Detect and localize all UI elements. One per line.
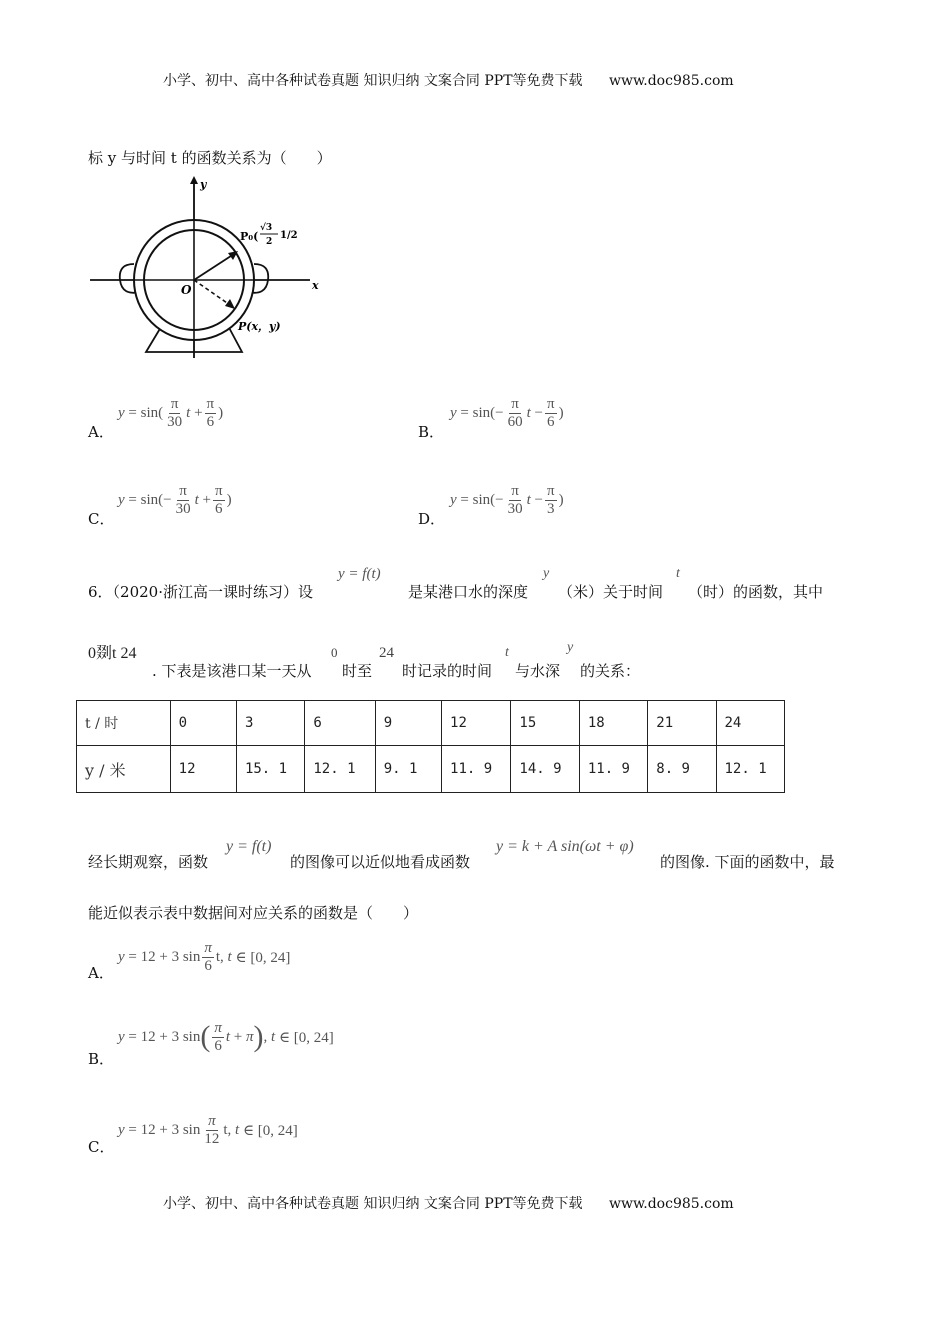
- q6-line4: 能近似表示表中数据间对应关系的函数是（ ）: [88, 904, 419, 922]
- q6-line2-b: 时至: [342, 662, 373, 680]
- q5-option-a-letter[interactable]: A．: [88, 423, 114, 441]
- table-cell: 12: [170, 746, 236, 793]
- table-cell: 12. 1: [716, 746, 785, 793]
- table-cell: 6: [305, 701, 375, 746]
- table-cell: 11. 9: [442, 746, 511, 793]
- table-row-t: [77, 701, 785, 746]
- q6-option-b-letter[interactable]: B．: [88, 1050, 115, 1068]
- q6-line2-a: . 下表是该港口某一天从: [152, 662, 312, 680]
- table-cell: 18: [579, 701, 647, 746]
- q6-var-t: t: [676, 566, 680, 581]
- table-cell: 21: [648, 701, 716, 746]
- q6-line3-a: 经长期观察，函数: [88, 853, 209, 871]
- q6-fn-2: y = f(t): [226, 838, 272, 855]
- table-row-y: [77, 746, 785, 793]
- table-cell: 12: [442, 701, 511, 746]
- table-cell: 3: [236, 701, 304, 746]
- depth-table: [76, 700, 785, 793]
- table-cell: 12. 1: [305, 746, 375, 793]
- page-header: 小学、初中、高中各种试卷真题 知识归纳 文案合同 PPT等免费下载 www.doc985.com: [163, 73, 734, 89]
- table-cell: 24: [716, 701, 785, 746]
- q6-line1-b: 是某港口水的深度: [408, 583, 529, 601]
- q6-line1-d: （时）的函数，其中: [688, 583, 824, 601]
- p0-half: 1/2: [280, 230, 298, 241]
- q6-line1-c: （米）关于时间: [558, 583, 664, 601]
- q6-fn: y = f(t): [338, 566, 381, 582]
- q6-line2-e: 的关系：: [580, 662, 641, 680]
- table-cell: 14. 9: [511, 746, 579, 793]
- origin-label: O: [181, 283, 192, 297]
- q6-var-y-2: y: [567, 640, 574, 655]
- q6-option-c-expr[interactable]: y = 12 + 3 sin $\frac{\pi}{12}$ t, t ∈ [0, 24]: [118, 1113, 298, 1147]
- q6-var-y: y: [543, 566, 550, 581]
- p0-den: 2: [266, 237, 273, 247]
- q6-option-a-letter[interactable]: A．: [88, 964, 114, 982]
- q6-line3-c: 的图像. 下面的函数中，最: [660, 853, 835, 871]
- q5-option-b-letter[interactable]: B．: [418, 423, 445, 441]
- x-axis-label: x: [312, 279, 319, 292]
- q6-model: y = k + A sin(ωt + φ): [496, 838, 634, 855]
- q6-line2-c: 时记录的时间: [402, 662, 493, 680]
- q6-option-c-letter[interactable]: C．: [88, 1138, 115, 1156]
- p0-label: P₀(: [240, 230, 259, 243]
- q6-line3-b: 的图像可以近似地看成函数: [290, 853, 471, 871]
- question5-stem: 标 y 与时间 t 的函数关系为（ ）: [88, 149, 332, 167]
- page-footer: 小学、初中、高中各种试卷真题 知识归纳 文案合同 PPT等免费下载 www.doc985.com: [163, 1196, 734, 1212]
- table-cell: 9: [375, 701, 441, 746]
- q6-line2-d: 与水深: [515, 662, 561, 680]
- q6-var-t-2: t: [505, 645, 509, 660]
- q5-option-d-expr[interactable]: y = sin(− $\frac{\pi}{30}$ t − $\frac{\pi}{3}$ ): [450, 483, 564, 517]
- table-header-t: t / 时: [77, 701, 171, 746]
- q6-line1-a: 6．（2020·浙江高一课时练习）设: [88, 583, 313, 601]
- q5-option-b-expr[interactable]: y = sin(− $\frac{\pi}{60}$ t − $\frac{\pi}{6}$ ): [450, 396, 564, 430]
- ferris-wheel-figure: [88, 172, 338, 364]
- table-cell: 15: [511, 701, 579, 746]
- q6-option-b-expr[interactable]: y = 12 + 3 sin ( $\frac{\pi}{6}$ t + π ) , t ∈ [0, 24]: [118, 1020, 334, 1054]
- q5-option-d-letter[interactable]: D．: [418, 510, 446, 528]
- table-cell: 8. 9: [648, 746, 716, 793]
- q6-range: 0剟t 24: [88, 645, 137, 662]
- table-cell: 15. 1: [236, 746, 304, 793]
- y-axis-label: y: [200, 178, 207, 191]
- q5-option-c-letter[interactable]: C．: [88, 510, 115, 528]
- q6-twentyfour: 24: [379, 645, 394, 661]
- q6-option-a-expr[interactable]: y = 12 + 3 sin $\frac{\pi}{6}$ t, t ∈ [0, 24]: [118, 940, 291, 974]
- table-cell: 11. 9: [579, 746, 647, 793]
- p-label: P(x，y): [238, 320, 281, 333]
- table-cell: 9. 1: [375, 746, 441, 793]
- q6-zero: 0: [331, 645, 338, 660]
- table-header-y: y / 米: [77, 746, 171, 793]
- q5-option-c-expr[interactable]: y = sin(− $\frac{\pi}{30}$ t + $\frac{\pi}{6}$ ): [118, 483, 232, 517]
- p0-sqrt3: √3: [260, 223, 273, 233]
- q5-option-a-expr[interactable]: y = sin( $\frac{\pi}{30}$ t + $\frac{\pi}{6}$ ): [118, 396, 224, 430]
- table-cell: 0: [170, 701, 236, 746]
